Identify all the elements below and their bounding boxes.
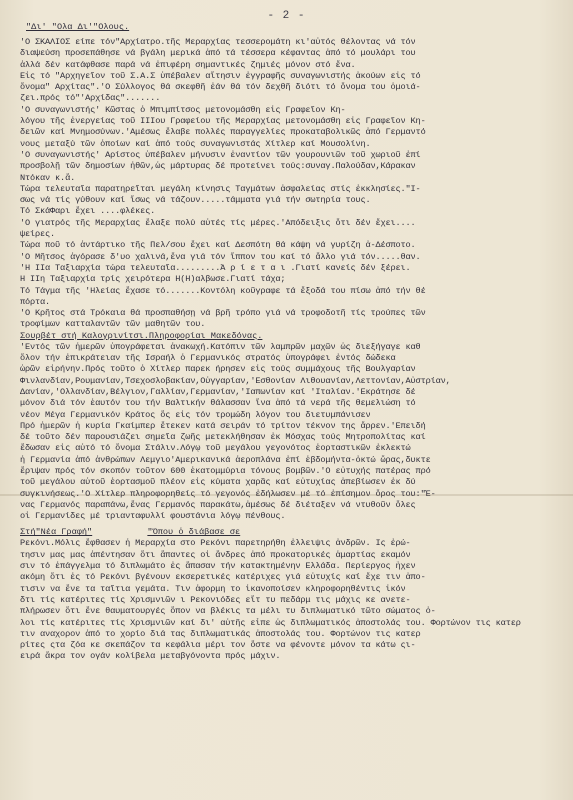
section-title-new-scripture: [20, 527, 553, 538]
gossip-line: 'Ο Κρῆτος στά Τρόκαια θά προσπαθήσῃ νά βρῆ τρόπο γιά νά τροφοδοτῆ τίς τρούπες τῶν: [20, 308, 426, 319]
gossip-line: Τώρα ποῦ τό ἀντάρτικο τῆς Πελ/σου ἔχει καί Δεσπότη θά κάψη νά γυρίζη ἀ-Δέσποτο.: [20, 240, 416, 251]
rekoni-line: δτι τίς κατέριτες τίς Χρισμνιῶν ι Ρεκονιόδες εἴτ τυ πεδάρμ τις μάχις κε ανετε-: [20, 594, 411, 605]
rekoni-line: λοι τίς κατέριτες τίς Χρισμνιῶν καί δι' αὐτῆς εἶπε ὡς διπλωματικός ἀποστολάς του. Φορτώνον τις κατερ: [20, 617, 521, 628]
rekoni-line: τισιν να ἔνε τα ταῖτια γεμάτα. Τιν ἀφορμη το ἱκανοποίσεν κληροφορηθέντις ἰκόν: [20, 583, 406, 594]
news-line: Πρό ἡμερῶν ἡ κυρία Γκαίμπερ ἔτεκεν κατά σειράν τό τρίτον τέκνον της ἄρρεν.'Επειδή: [20, 420, 426, 431]
rekoni-line: ειρά ἄκρα τον ογάν κολίβελα μεταβγόνοντα πρός μάχιν.: [20, 651, 281, 662]
news-line: Φινλανδίαν,Ρουμανίαν,Τσεχοσλοβακίαν,Οὐγγαρίαν,'Εσθονίαν Λιθουανίαν,Λεττονίαν,Αὐστρίαν,: [20, 375, 451, 386]
gossip-line: διαψεύση προσεπάθησε νά βγάλη μερικά ἀπό τά τέσσερα κέφαντας ἀπό τό μουλάρι του: [20, 48, 416, 59]
gossip-line: 'Η ΙΙα Ταξιαρχία τώρα τελευταῖα.........Ἀ ρ ί ε τ α ι .Γιατί κανείς δέν ξέρει.: [20, 262, 411, 273]
gossip-line: ψείρες.: [20, 229, 56, 240]
gossip-line: Τό ΣκάΦαρι ἔχει ....φλέκες.: [20, 206, 156, 217]
paper-fold-line: [0, 494, 573, 496]
news-line: νέον Μέγα Γερμανικόν Κράτος ὅς εἰς τόν τρομώδη λόγον του διετυμπάνισεν: [20, 409, 371, 420]
column-heading: "Δι' "Ολα Δι'"Ολους.: [26, 22, 130, 32]
rekoni-line: Ρεκόνι.Μόλις ἔφθασεν ἡ Μεραρχία στο Ρεκόνι παρετηρήθη ἐλλειψις ἀνδρῶν. Ις ἐρώ-: [20, 538, 411, 549]
gossip-line: Ντόκαν κ.ἄ.: [20, 172, 76, 183]
gossip-line: προσβολῇ τῶν δημοσίων ἠθῶν,ὡς μάρτυρας δέ προτείνει τούς:συναγ.Παλούδαν,Κάρακαν: [20, 161, 416, 172]
gossip-line: 'Ο ΣΚΑΛΙΟΣ είπε τόν"Αρχίατρο.τῆς Μεραρχίας τεσσερομάτη κι'αὐτός θέλοντας νά τόν: [20, 37, 416, 47]
news-line: ἡ Γερμανία ἀπό ἀνθρώπων Λεμγιο'Αμερικανικά ἀεροπλάνα ἐπί ἑβδομήντα-ὀκτώ ὥρας,δυκτε: [20, 454, 431, 465]
rekoni-line: ρίτες ςτα ζόα κε σκεπάζον τα κεφάλια μέρι τον ὅστε να φένοντε μόνον τα κάτω ςι-: [20, 640, 416, 651]
news-line: Δανίαν,'Ολλανδίαν,Βέλγιον,Γαλλίαν,Γερμανίαν,'Ιαπωνίαν καί 'Ιταλίαν.'Εκράτησε δέ: [20, 386, 416, 397]
gossip-line: ὄνομα" Αρχίτας".'Ο Σύλλογος θά σκεφθῆ ἐάν θά τόν δεχθῆ διότι τό ὄνομα του ὁμοιά-: [20, 82, 421, 93]
news-line: μόνον διά τόν ἑαυτόν του τήν Βαλτικήν θάλασσαν ἵνα ἀπό τά νερά τῆς θεμελιώση τό: [20, 398, 416, 409]
news-line: ὅλον τήν ἐπικράτειαν τῆς Ισραήλ ὁ Γερμανικός στρατός ὑπογράφει ἐντός δώδεκα: [20, 353, 396, 364]
gossip-line: Τό Τάγμα τῆς 'Ηλείας ἔχασε τό.......Κοντόλη κοῦγραφε τά ἔξοδά του πίσω ἀπό τήν θέ: [20, 285, 426, 296]
gossip-line: 'Ο συναγωνιστής' Κῶστας ὁ Μπιμπίτσος μετονομάσθη εἰς Γραφεῖον Κη-: [20, 104, 346, 115]
gossip-line: Η ΙΙη Ταξιαρχία τρίς χειρότερα Η(Η)αλβωσε.Γιατί τάχα;: [20, 274, 286, 285]
news-line: οἱ Γερμανίδες μέ τριανταφυλλί φουστάνια λόγῳ πένθους.: [20, 511, 286, 522]
news-line: 'Εντός τῶν ἡμερῶν ὑπογράφεται ἀνακωχή.Κατόπιν τῶν λαμπρῶν μαχῶν ὡς διεξήγαγε καθ: [20, 341, 421, 352]
news-line: ἔριψαν πρός τόν σκοπόν τοῦτον 600 ἑκατομμύρια τόνους βομβῶν.'Ο εὐτυχής πατέρας πρό: [20, 465, 431, 476]
section-title-macedonia: Σουρβέτ στή Καλογρινίτσι.Πληροφορίαι Μακεδόνας.: [20, 330, 263, 341]
section-rekoni: [20, 538, 553, 662]
news-line: ὡρῶν εἰρήνην.Πρός τοῦτο ὁ Χίτλερ παρεκ ήρησεν εἰς τούς συμμάχους τῆς Βουλγαρίαν: [20, 364, 416, 375]
gossip-line: νους μεταξύ τῶν ὁποίων καί ἀπό τούς συναγωνιστάς Χίτλερ καί Μουσολίνη.: [20, 138, 371, 149]
news-line: συγκινήσεως.'Ο Χίτλερ πληροφορηθείς τό γεγονός ἐδήλωσεν μέ τό ἐπίσημον ὅρος του:"Ἐ-: [20, 488, 436, 499]
gossip-line: δειῶν καί Μνημοσύνων.'Αμέσως ἔλαβε πολλές παραγγελίες προκαταβολικῶς ἀπό Γερμαντό: [20, 127, 426, 138]
gossip-line: πόρτα.: [20, 296, 51, 307]
page-number: - 2 -: [267, 10, 306, 22]
gossip-line: ἀλλά δέν κατάφθασε παρά νά ἐπιφέρη σημαντικές ζημιές μόνον στό ἕνα.: [20, 59, 356, 70]
rekoni-line: πλήρωσεν ὅτι ἔνε θαυματουργές ὅπον να βλέκις τα μέλι τυ διπλωματικό τῶτο σώματος ὁ-: [20, 606, 436, 617]
gossip-line: λόγου τῆς ἐνεργείας τοῦ ΙΙΙου Γραφείου τῆς Μεραρχίας μετονομάσθη εἰς Γραφεῖον Κη-: [20, 116, 426, 127]
gossip-line: ζει.πρός τό"'Αρχίδας".......: [20, 93, 161, 104]
rekoni-line: τησιν μας μας ἀπέντησαν ὅτι ἅπαντες οἱ ἄνδρες ἀπό προκατορικές ἁμαρτίας εκαμόν: [20, 549, 411, 560]
news-line: δέ τοῦτο δέν παρουσιάζει σημεῖα ζωῆς μετεκλήθησαν ἐκ Μόσχας τούς Μητροπολίτας καί: [20, 432, 426, 443]
rekoni-line: ακόμη ὅτι ἐς τό Ρεκόνι βγένουν εκσερετικές κατέριχες γιά εὐτυχίς καί ἔχε τιν ἀπο-: [20, 572, 426, 583]
news-line: τοῦ μεγάλου αὐτοῦ ἑορτασμοῦ πλέον εἰς κύματα χαρᾶς καί εὐτυχίας ἀπεβίωσεν ἐκ δύ: [20, 477, 416, 488]
news-line: νας Γερμανός παραπάνω,ἕνας Γερμανός παρακάτω,ἀμέσως δέ διέταξεν νά ντυθοῦν ὅλες: [20, 499, 416, 510]
news-line: ἔδωσαν εἰς αὐτό τό ὄνομα Στάλιν.Λόγῳ τοῦ μεγάλου γεγονότος ἑορταστικῶν ἐκλεκτώ: [20, 443, 411, 454]
gossip-line: 'Ο συναγωνιστής' Αρίστος ὑπέβαλεν μήνυσιν ἐναντίον τῶν γουρουνιῶν τοῦ χωριοῦ ἐπί: [20, 149, 421, 160]
section-gossip: [20, 37, 553, 331]
section3-title-part2: "Όπου ὁ διάβασε σε: [147, 527, 241, 538]
gossip-line: Τώρα τελευταῖα παρατηρεῖται μεγάλη κίνησις Ταγμάτων ἀσφαλείας στίς ἐκκλησίες."Ι-: [20, 183, 421, 194]
section3-title-part1: Στή"Νέα Γραφή": [20, 527, 93, 538]
gossip-line: 'Ο γιατρός τῆς Μεραρχίας ἔλαξε πολύ αὐτές τίς μέρες.'Απόδειξις ὅτι δέν ἔχει....: [20, 217, 416, 228]
gossip-line: τροφίμων κατταλαντῶν τῶν μαθητῶν του.: [20, 319, 206, 330]
gossip-line: 'Ο Μῆτσος ἀγόρασε δ'υο χαλινά,ἕνα γιά τόν ἵππον του καί τό ἄλλο γιά τόν.....θαν.: [20, 251, 421, 262]
rekoni-line: τιν αναχορον ἀπό το χορίο διά τας διπλωματικάς ἀποστολάς του. Φορτώνον τις κατερ: [20, 628, 421, 639]
rekoni-line: σιν τό ἐπάγγελμα τό διπλωμάτο ἐς ἅπασαν τήν κατακτημένην Ελλάδα. Περίεργος ἦχεν: [20, 561, 416, 572]
gossip-line: Εἰς τό "Αρχηγεῖον τοῦ Σ.Α.Σ ὑπέβαλεν αἴτησιν ἐγγραφῆς συναγωνιστής ἀκούων εἰς τό: [20, 70, 421, 81]
gossip-line: σως νά τίς γύθουν καί ἴσως νά τάζουν.....τάμματα γιά τήν σωτηρία τους.: [20, 195, 371, 206]
